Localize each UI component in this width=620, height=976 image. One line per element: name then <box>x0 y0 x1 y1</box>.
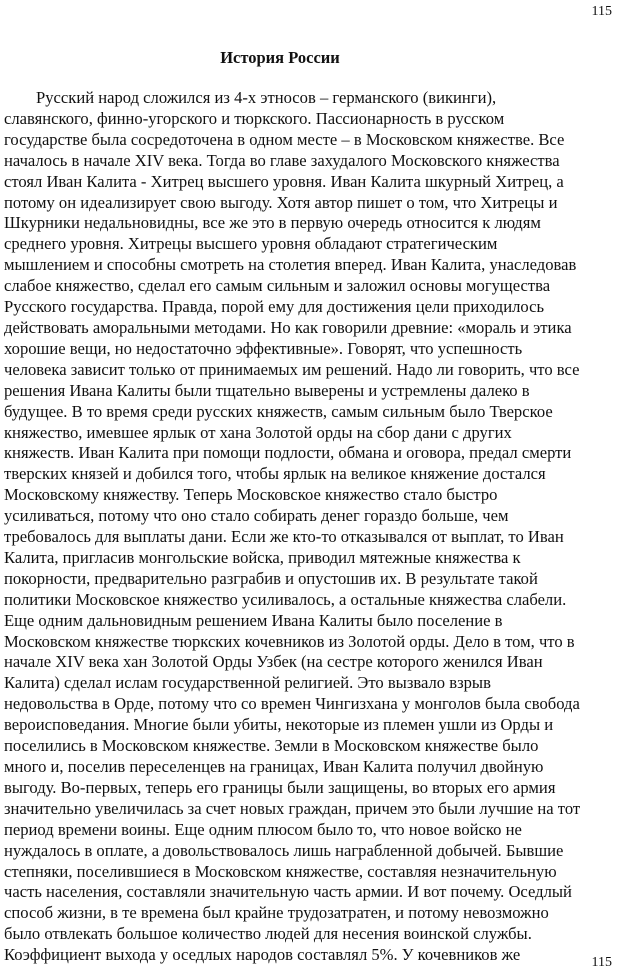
text-line: недовольства в Орде, потому что со времен Чингизхана у монголов была свобода <box>4 694 580 714</box>
page-number-bottom: 115 <box>591 955 612 970</box>
text-line: началось в начале XIV века. Тогда во главе захудалого Московского княжества <box>4 150 560 170</box>
text-line: стоял Иван Калита - Хитрец высшего уровня. Иван Калита шкурный Хитрец, а <box>4 171 564 191</box>
text-line: Калита) сделал ислам государственной религией. Это вызвало взрыв <box>4 673 491 693</box>
text-line: много и, поселив переселенцев на границах, Иван Калита получил двойную <box>4 757 544 776</box>
text-line: слабое княжество, сделал его самым сильным и заложил основы могущества <box>4 276 551 296</box>
text-line: было отвлекать большое количество людей для несения воинской службы. <box>4 924 532 944</box>
page-number-top: 115 <box>591 4 612 19</box>
text-line: Русский народ сложился из 4-х этносов – германского (викинги), <box>36 88 497 107</box>
text-line: период времени воины. Еще одним плюсом было то, что новое войско не <box>4 819 522 839</box>
text-line: тверских князей и добился того, чтобы ярлык на великое княжение достался <box>4 464 546 484</box>
text-line: усиливаться, потому что оно стало собирать денег гораздо больше, чем <box>4 506 509 526</box>
text-line: покорности, предварительно разграбив и опустошив их. В результате такой <box>4 568 538 588</box>
text-line: Еще одним дальновидным решением Ивана Калиты было поселение в <box>4 610 503 630</box>
text-line: начале XIV века хан Золотой Орды Узбек (на сестре которого женился Иван <box>4 652 543 672</box>
text-line: славянского, финно-угорского и тюркского. Пассионарность в русском <box>4 108 505 128</box>
text-line: хорошие вещи, но недостаточно эффективные». Говорят, что успешность <box>4 338 523 358</box>
text-line: поселились в Московском княжестве. Земли в Московском княжестве было <box>4 736 539 756</box>
page-title: История России <box>220 48 340 67</box>
text-line: решения Ивана Калиты были тщательно выверены и устремлены далеко в <box>4 380 530 400</box>
text-line: нуждалось в оплате, а довольствовалось лишь награбленной добычей. Бывшие <box>4 840 564 860</box>
text-line: княжеств. Иван Калита при помощи подлости, обмана и оговора, предал смерти <box>4 443 572 463</box>
text-line: Московском княжестве тюркских кочевников из Золотой орды. Дело в том, что в <box>4 631 575 651</box>
text-line: требовалось для выплаты дани. Если же кто-то отказывался от выплат, то Иван <box>4 527 564 547</box>
text-line: способ жизни, в те времена был крайне трудозатратен, и потому невозможно <box>4 903 549 923</box>
text-line: человека зависит только от принимаемых им решений. Надо ли говорить, что все <box>4 359 580 379</box>
text-line: Русского государства. Правда, порой ему для достижения цели приходилось <box>4 297 545 317</box>
text-line: часть населения, составляли значительную часть армии. И вот почему. Оседлый <box>4 882 572 902</box>
text-line: выгоду. Во-первых, теперь его границы были защищены, во вторых его армия <box>4 777 556 797</box>
text-line: вероисповедания. Многие были убиты, некоторые из племен ушли из Орды и <box>4 715 554 735</box>
text-line: значительно увеличилась за счет новых граждан, причем это были лучшие на тот <box>4 798 581 818</box>
text-line: княжество, имевшее ярлык от хана Золотой орды на сбор дани с других <box>4 422 512 442</box>
text-line: мышлением и способны смотреть на столетия вперед. Иван Калита, унаследовав <box>4 255 577 275</box>
text-line: действовать аморальными методами. Но как говорили древние: «мораль и этика <box>4 317 572 337</box>
text-line: Московскому княжеству. Теперь Московское княжество стало быстро <box>4 485 498 505</box>
text-line: среднего уровня. Хитрецы высшего уровня обладают стратегическим <box>4 234 498 254</box>
text-line: Коэффициент выхода у оседлых народов составлял 5%. У кочевников же <box>4 945 521 965</box>
text-line: Калита, пригласив монгольские войска, приводил мятежные княжества к <box>4 547 521 567</box>
text-line: государстве была сосредоточена в одном месте – в Московском княжестве. Все <box>4 129 565 149</box>
text-line: Шкурники недальновидны, все же это в первую очередь относится к людям <box>4 213 541 233</box>
body-text <box>4 88 620 966</box>
text-line: будущее. В то время среди русских княжеств, самым сильным было Тверское <box>4 401 553 421</box>
text-line: степняки, поселившиеся в Московском княжестве, составляя незначительную <box>4 861 557 881</box>
text-line: потому он идеализирует свою выгоду. Хотя автор пишет о том, что Хитрецы и <box>4 192 558 212</box>
text-line: политики Московское княжество усиливалось, а остальные княжества слабели. <box>4 589 567 609</box>
